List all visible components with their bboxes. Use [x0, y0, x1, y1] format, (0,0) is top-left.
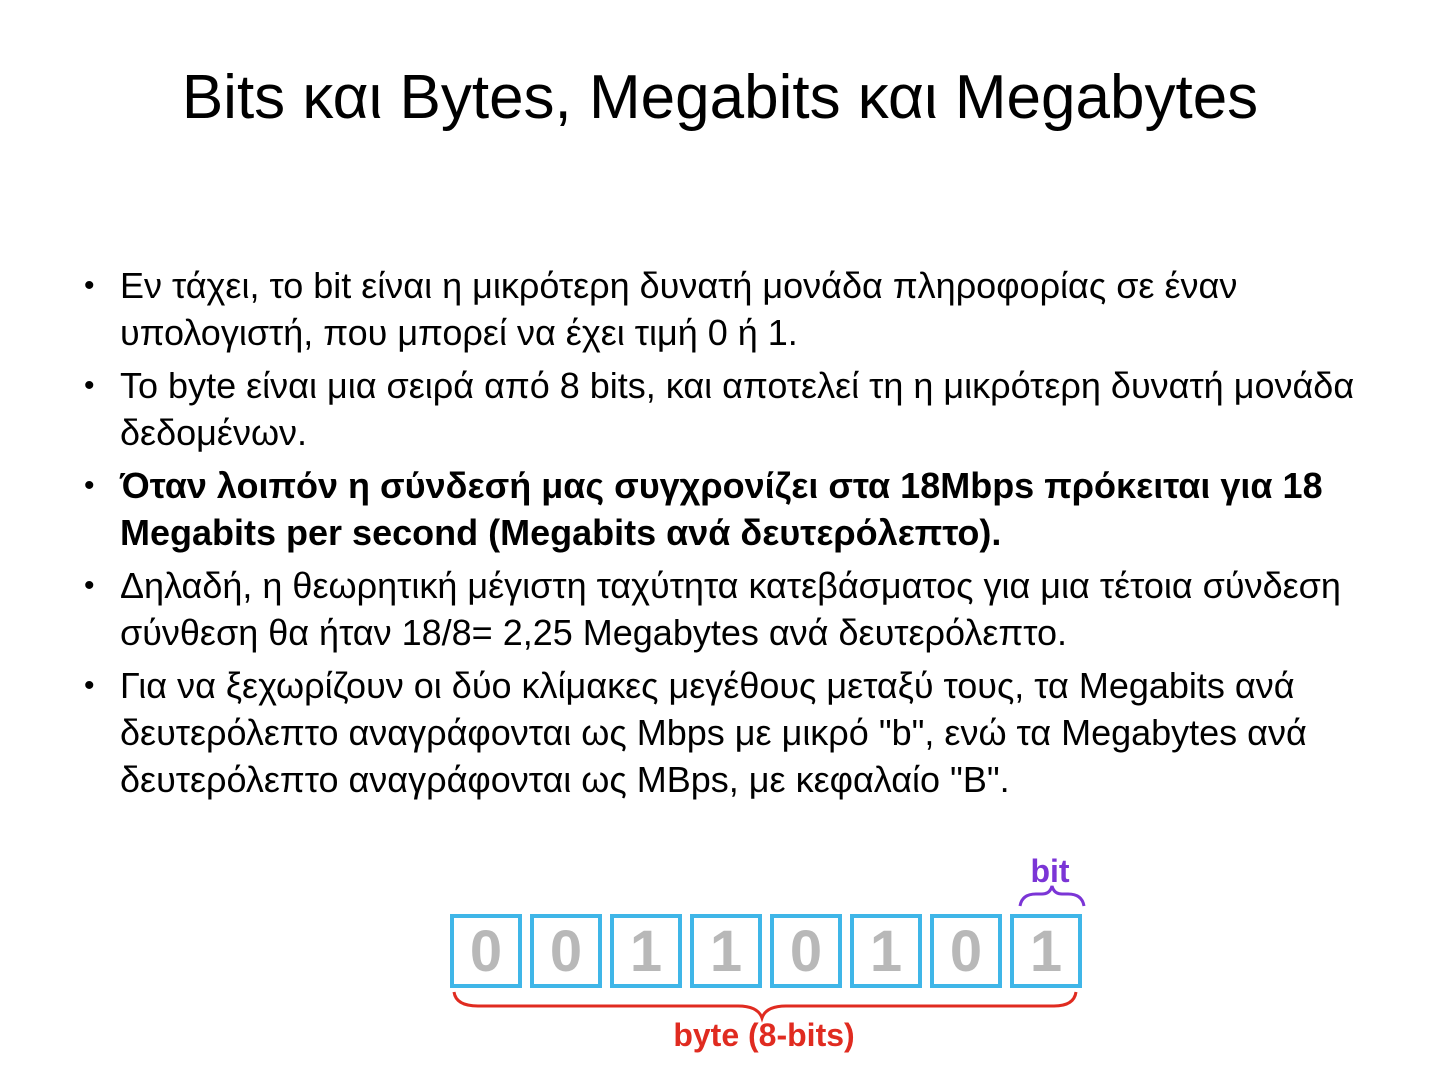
bit-digit: 1 [1029, 919, 1063, 984]
bit-box [612, 916, 680, 986]
bit-digit: 0 [469, 919, 503, 984]
bit-digit: 0 [549, 919, 583, 984]
bullet-text: Δηλαδή, η θεωρητική μέγιστη ταχύτητα κατεβάσματος για μια τέτοια σύνδεση σύνθεση θα ήταν 18/8= 2,25 Megabytes ανά δευτερόλεπτο. [120, 565, 1341, 653]
byte-diagram [438, 846, 1098, 1066]
bullet-dot-icon: • [84, 669, 95, 702]
bit-box [772, 916, 840, 986]
bit-digit: 0 [949, 919, 983, 984]
bit-digit: 0 [789, 919, 823, 984]
bit-box [852, 916, 920, 986]
byte-diagram-graphic [438, 846, 1098, 1066]
bit-label: bit [1030, 853, 1070, 889]
bit-digit: 1 [869, 919, 903, 984]
bullet-item [84, 262, 1374, 356]
byte-brace-icon [454, 992, 1076, 1018]
bullet-text: Όταν λοιπόν η σύνδεσή μας συγχρονίζει στα 18Mbps πρόκειται για 18 Megabits per second (Megabits ανά δευτερόλεπτο). [120, 465, 1323, 553]
bullet-dot-icon: • [84, 369, 95, 402]
bullet-text: Το byte είναι μια σειρά από 8 bits, και αποτελεί τη η μικρότερη δυνατή μονάδα δεδομένων. [120, 365, 1355, 453]
bit-digit: 1 [629, 919, 663, 984]
slide-title: Bits και Bytes, Megabits και Megabytes [181, 63, 1259, 132]
bit-brace-icon [1020, 886, 1084, 906]
bit-boxes [452, 916, 1080, 986]
bullet-item [84, 562, 1374, 656]
bit-box [532, 916, 600, 986]
bit-box [452, 916, 520, 986]
bit-box [692, 916, 760, 986]
bullet-dot-icon: • [84, 269, 95, 302]
bit-box [932, 916, 1000, 986]
bullet-text: Για να ξεχωρίζουν οι δύο κλίμακες μεγέθους μεταξύ τους, τα Megabits ανά δευτερόλεπτο αναγράφονται ως Mbps με μικρό "b", ενώ τα Megabytes ανά δευτερόλεπτο αναγράφονται ως MBps, με κεφαλαίο "B". [120, 665, 1307, 800]
bit-box [1012, 916, 1080, 986]
bullet-dot-icon: • [84, 469, 95, 502]
bullet-item [84, 662, 1374, 803]
bullet-list [84, 262, 1374, 809]
byte-label: byte (8-bits) [673, 1017, 855, 1053]
bullet-dot-icon: • [84, 569, 95, 602]
bit-digit: 1 [709, 919, 743, 984]
bullet-text: Εν τάχει, το bit είναι η μικρότερη δυνατή μονάδα πληροφορίας σε έναν υπολογιστή, που μπορεί να έχει τιμή 0 ή 1. [120, 265, 1238, 353]
bullet-item [84, 362, 1374, 456]
bullet-item [84, 462, 1374, 556]
